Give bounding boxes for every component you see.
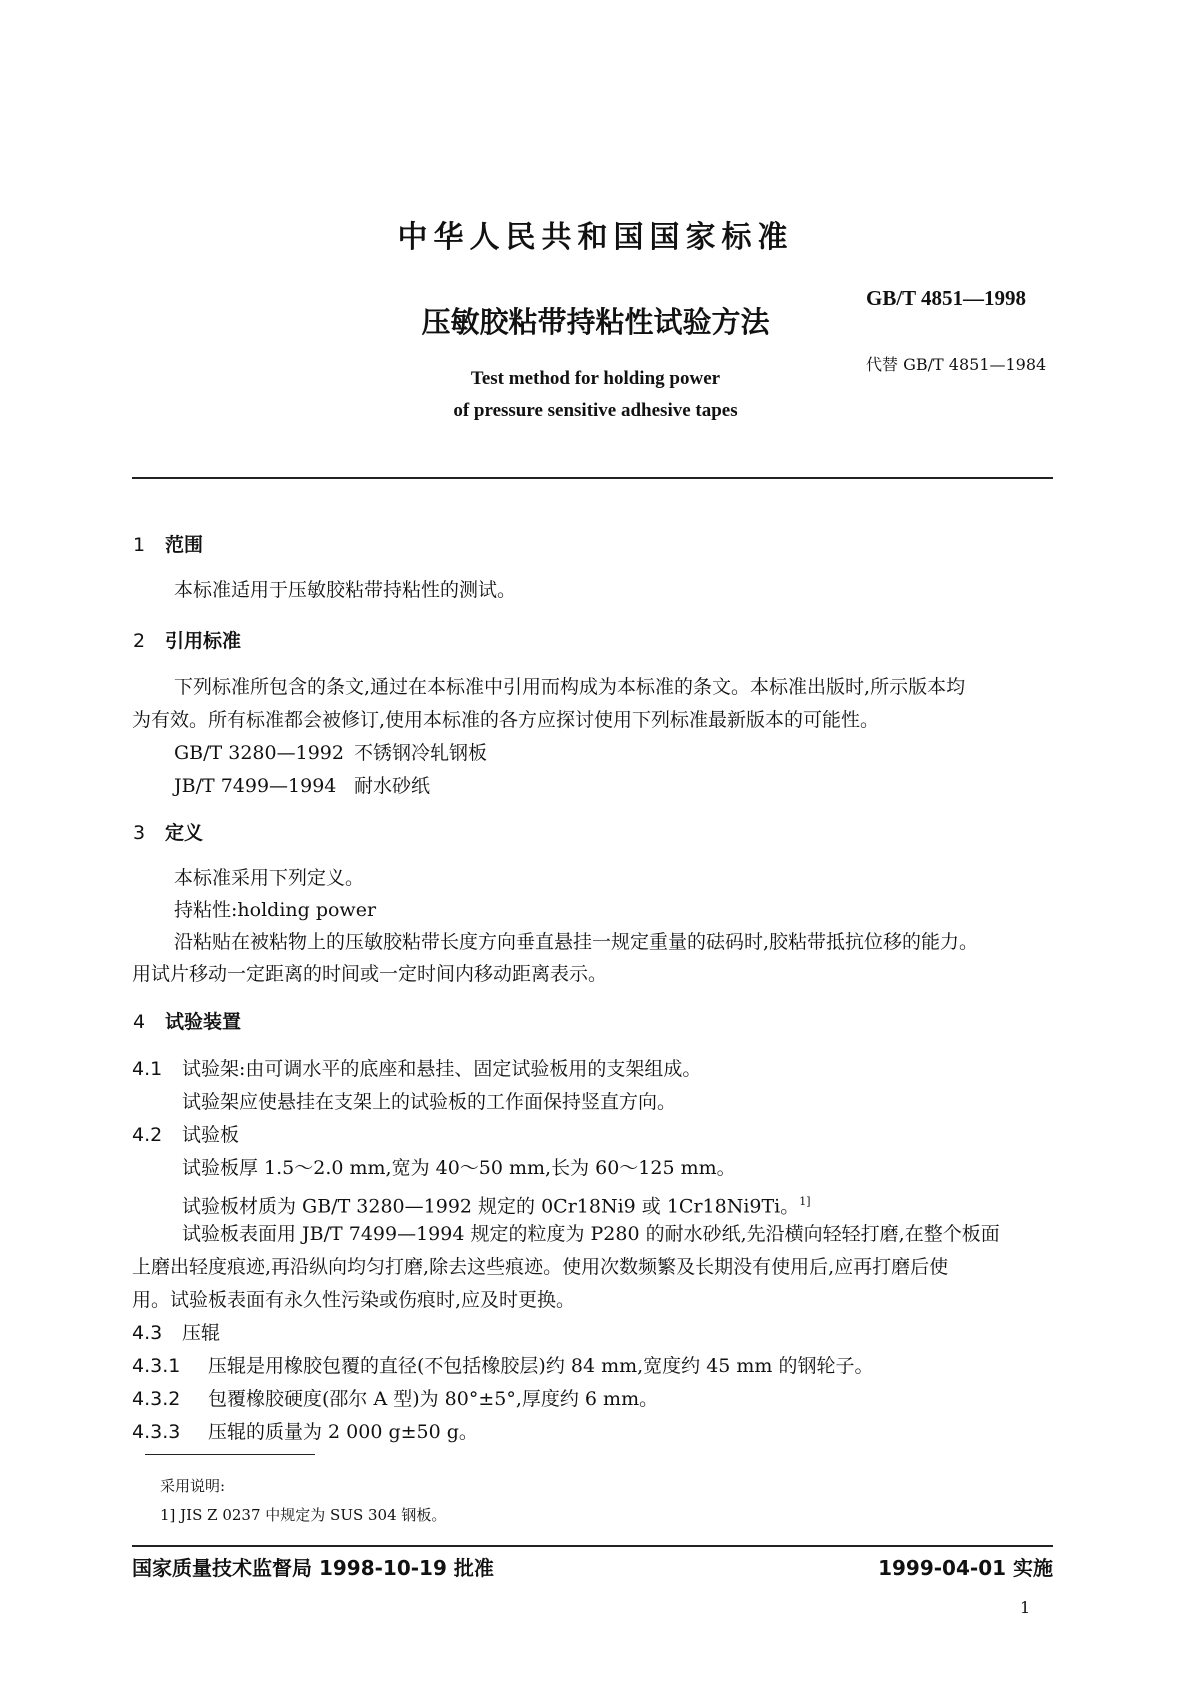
page-number: 1 [1020,1598,1031,1617]
clause-number: 4.3.2 [132,1388,181,1410]
section-title: 试验装置 [165,1011,242,1033]
national-standard-heading: 中华人民共和国国家标准 [397,220,794,255]
replaces-note: 代替 GB/T 4851—1984 [866,355,1047,374]
section-4-heading [133,1007,241,1034]
footnote-label: 采用说明: [160,1477,226,1495]
section-title: 引用标准 [165,630,242,652]
section-number: 2 [133,630,146,652]
clause-number: 4.3.3 [132,1421,181,1443]
reference-title: 不锈钢冷轧钢板 [354,742,488,764]
clause-4-3 [132,1317,220,1350]
section-number: 1 [133,534,146,556]
clause-4-1-line2: 试验架应使悬挂在支架上的试验板的工作面保持竖直方向。 [182,1091,677,1113]
clause-4-2-paragraph-1: 试验板厚 1.5～2.0 mm,宽为 40～50 mm,长为 60～125 mm。 [182,1157,736,1179]
section-2-paragraph-line2: 为有效。所有标准都会被修订,使用本标准的各方应探讨使用下列标准最新版本的可能性。 [132,709,880,731]
clause-number: 4.3.1 [132,1355,181,1377]
reference-title: 耐水砂纸 [354,775,431,797]
footnote-divider [145,1454,315,1455]
definition-text-line2: 用试片移动一定距离的时间或一定时间内移动距离表示。 [132,963,608,985]
clause-4-3-1 [132,1350,873,1383]
clause-4-3-3 [132,1416,478,1449]
footnote-marker: 1] [799,1195,811,1208]
clause-text: 压辊是用橡胶包覆的直径(不包括橡胶层)约 84 mm,宽度约 45 mm 的钢轮子。 [208,1355,874,1377]
section-title: 定义 [165,822,204,844]
reference-code: GB/T 3280—1992 [174,742,344,764]
clause-4-2-paragraph-3-line3: 用。试验板表面有永久性污染或伤痕时,应及时更换。 [132,1289,576,1311]
document-title-cn: 压敏胶粘带持粘性试验方法 [421,305,770,339]
reference-item [174,737,487,770]
reference-item [174,770,430,803]
approval-note: 国家质量技术监督局 1998-10-19 批准 [132,1556,494,1580]
clause-4-2-paragraph-3-line1: 试验板表面用 JB/T 7499—1994 规定的粒度为 P280 的耐水砂纸,先沿横向轻轻打磨,在整个板面 [182,1223,1000,1245]
clause-title: 试验板 [182,1124,240,1146]
clause-4-3-2 [132,1383,658,1416]
footnote-text: 1] JIS Z 0237 中规定为 SUS 304 钢板。 [160,1506,447,1524]
document-title-en-line2: of pressure sensitive adhesive tapes [453,400,738,421]
section-1-paragraph: 本标准适用于压敏胶粘带持粘性的测试。 [174,579,517,601]
clause-number: 4.2 [132,1124,163,1146]
footer-divider [132,1545,1053,1547]
effective-date: 1999-04-01 实施 [878,1556,1053,1580]
section-2-heading [133,626,241,653]
section-3-heading [133,818,203,845]
clause-4-1 [132,1053,701,1086]
clause-4-2 [132,1119,239,1152]
section-2-paragraph-line1: 下列标准所包含的条文,通过在本标准中引用而构成为本标准的条文。本标准出版时,所示版本均 [174,676,966,698]
clause-number: 4.3 [132,1322,163,1344]
standard-number: GB/T 4851—1998 [866,286,1027,310]
reference-code: JB/T 7499—1994 [174,775,337,797]
definition-term: 持粘性:holding power [174,899,377,921]
section-3-paragraph-1: 本标准采用下列定义。 [174,867,365,889]
clause-4-2-paragraph-3-line2: 上磨出轻度痕迹,再沿纵向均匀打磨,除去这些痕迹。使用次数频繁及长期没有使用后,应再打磨后使 [132,1256,949,1278]
clause-text: 试验架:由可调水平的底座和悬挂、固定试验板用的支架组成。 [182,1058,702,1080]
clause-number: 4.1 [132,1058,163,1080]
definition-text-line1: 沿粘贴在被粘物上的压敏胶粘带长度方向垂直悬挂一规定重量的砝码时,胶粘带抵抗位移的能力。 [174,931,979,953]
section-1-heading [133,530,203,557]
section-number: 3 [133,822,146,844]
clause-text: 包覆橡胶硬度(邵尔 A 型)为 80°±5°,厚度约 6 mm。 [208,1388,659,1410]
section-title: 范围 [165,534,204,556]
section-number: 4 [133,1011,146,1033]
header-divider [132,477,1053,479]
clause-text: 压辊的质量为 2 000 g±50 g。 [208,1421,478,1443]
clause-title: 压辊 [182,1322,221,1344]
document-title-en-line1: Test method for holding power [470,368,721,389]
paragraph-text: 试验板材质为 GB/T 3280—1992 规定的 0Cr18Ni9 或 1Cr18Ni9Ti。 [182,1195,800,1218]
